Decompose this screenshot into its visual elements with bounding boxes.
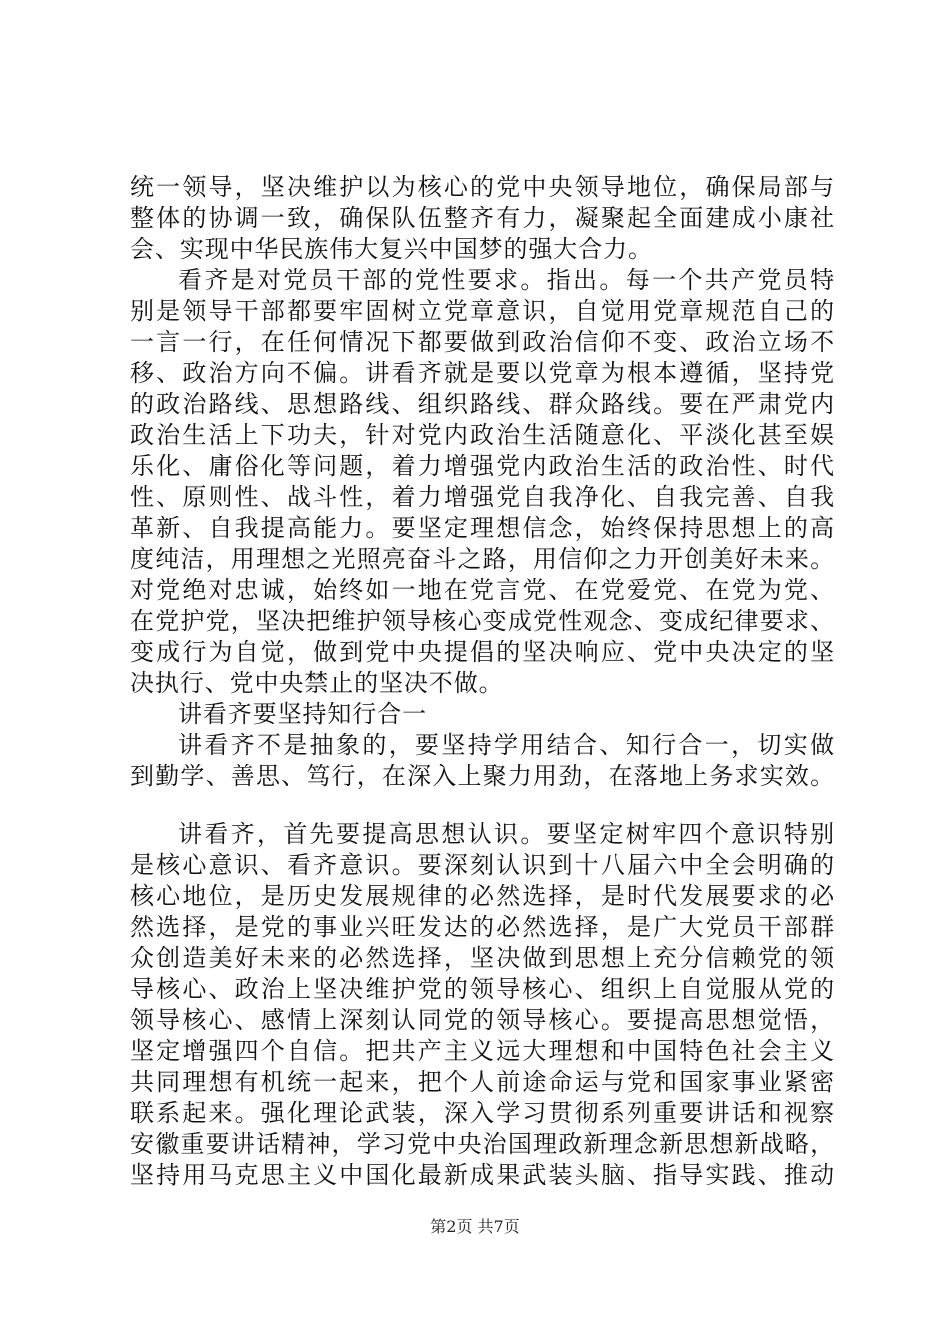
text-line: 性、原则性、战斗性，着力增强党自我净化、自我完善、自我 [130,483,835,511]
text-line: 变成行为自觉，做到党中央提倡的坚决响应、党中央决定的坚 [130,638,835,666]
text-line: 对党绝对忠诚，始终如一地在党言党、在党爱党、在党为党、 [130,576,835,604]
text-line: 领导核心、感情上深刻认同党的领导核心。要提高思想觉悟， [130,1006,835,1034]
text-line: 移、政治方向不偏。讲看齐就是要以党章为根本遵循，坚持党 [130,359,835,387]
text-line: 统一领导，坚决维护以为核心的党中央领导地位，确保局部与 [130,173,835,201]
paragraph-first-line: 看齐是对党员干部的党性要求。指出。每一个共产党员特 [178,266,835,294]
text-line: 是核心意识、看齐意识。要深刻认识到十八届六中全会明确的 [130,851,835,879]
page-footer [0,1217,950,1237]
text-line: 革新、自我提高能力。要坚定理想信念，始终保持思想上的高 [130,514,835,542]
text-line: 坚定增强四个自信。把共产主义远大理想和中国特色社会主义 [130,1037,835,1065]
paragraph-gap [130,792,835,819]
text-line: 整体的协调一致，确保队伍整齐有力，凝聚起全面建成小康社 [130,204,835,232]
text-line: 共同理想有机统一起来，把个人前途命运与党和国家事业紧密 [130,1068,835,1096]
text-line: 乐化、庸俗化等问题，着力增强党内政治生活的政治性、时代 [130,452,835,480]
text-line: 会、实现中华民族伟大复兴中国梦的强大合力。 [130,235,653,263]
text-line: 别是领导干部都要牢固树立党章意识，自觉用党章规范自己的 [130,297,835,325]
text-line: 决执行、党中央禁止的坚决不做。 [130,669,504,697]
text-line: 坚持用马克思主义中国化最新成果武装头脑、指导实践、推动 [130,1161,835,1189]
paragraph-first-line: 讲看齐，首先要提高思想认识。要坚定树牢四个意识特别 [178,820,835,848]
paragraph-first-line: 讲看齐不是抽象的，要坚持学用结合、知行合一，切实做 [178,731,835,759]
text-line: 安徽重要讲话精神，学习党中央治国理政新理念新思想新战略， [130,1130,835,1158]
text-line: 到勤学、善思、笃行，在深入上聚力用劲，在落地上务求实效。 [130,762,835,790]
text-line: 然选择，是党的事业兴旺发达的必然选择，是广大党员干部群 [130,913,835,941]
text-line: 在党护党，坚决把维护领导核心变成党性观念、变成纪律要求、 [130,607,835,635]
page-number-label: 第2页 共7页 [430,1217,520,1236]
text-line: 的政治路线、思想路线、组织路线、群众路线。要在严肃党内 [130,390,835,418]
text-line: 一言一行，在任何情况下都要做到政治信仰不变、政治立场不 [130,328,835,356]
text-line: 众创造美好未来的必然选择，坚决做到思想上充分信赖党的领 [130,944,835,972]
text-line: 政治生活上下功夫，针对党内政治生活随意化、平淡化甚至娱 [130,421,835,449]
document-body [130,172,835,1191]
text-line: 联系起来。强化理论武装，深入学习贯彻系列重要讲话和视察 [130,1099,835,1127]
section-heading: 讲看齐要坚持知行合一 [178,700,427,728]
text-line: 度纯洁，用理想之光照亮奋斗之路，用信仰之力开创美好未来。 [130,545,835,573]
text-line: 核心地位，是历史发展规律的必然选择，是时代发展要求的必 [130,882,835,910]
text-line: 导核心、政治上坚决维护党的领导核心、组织上自觉服从党的 [130,975,835,1003]
